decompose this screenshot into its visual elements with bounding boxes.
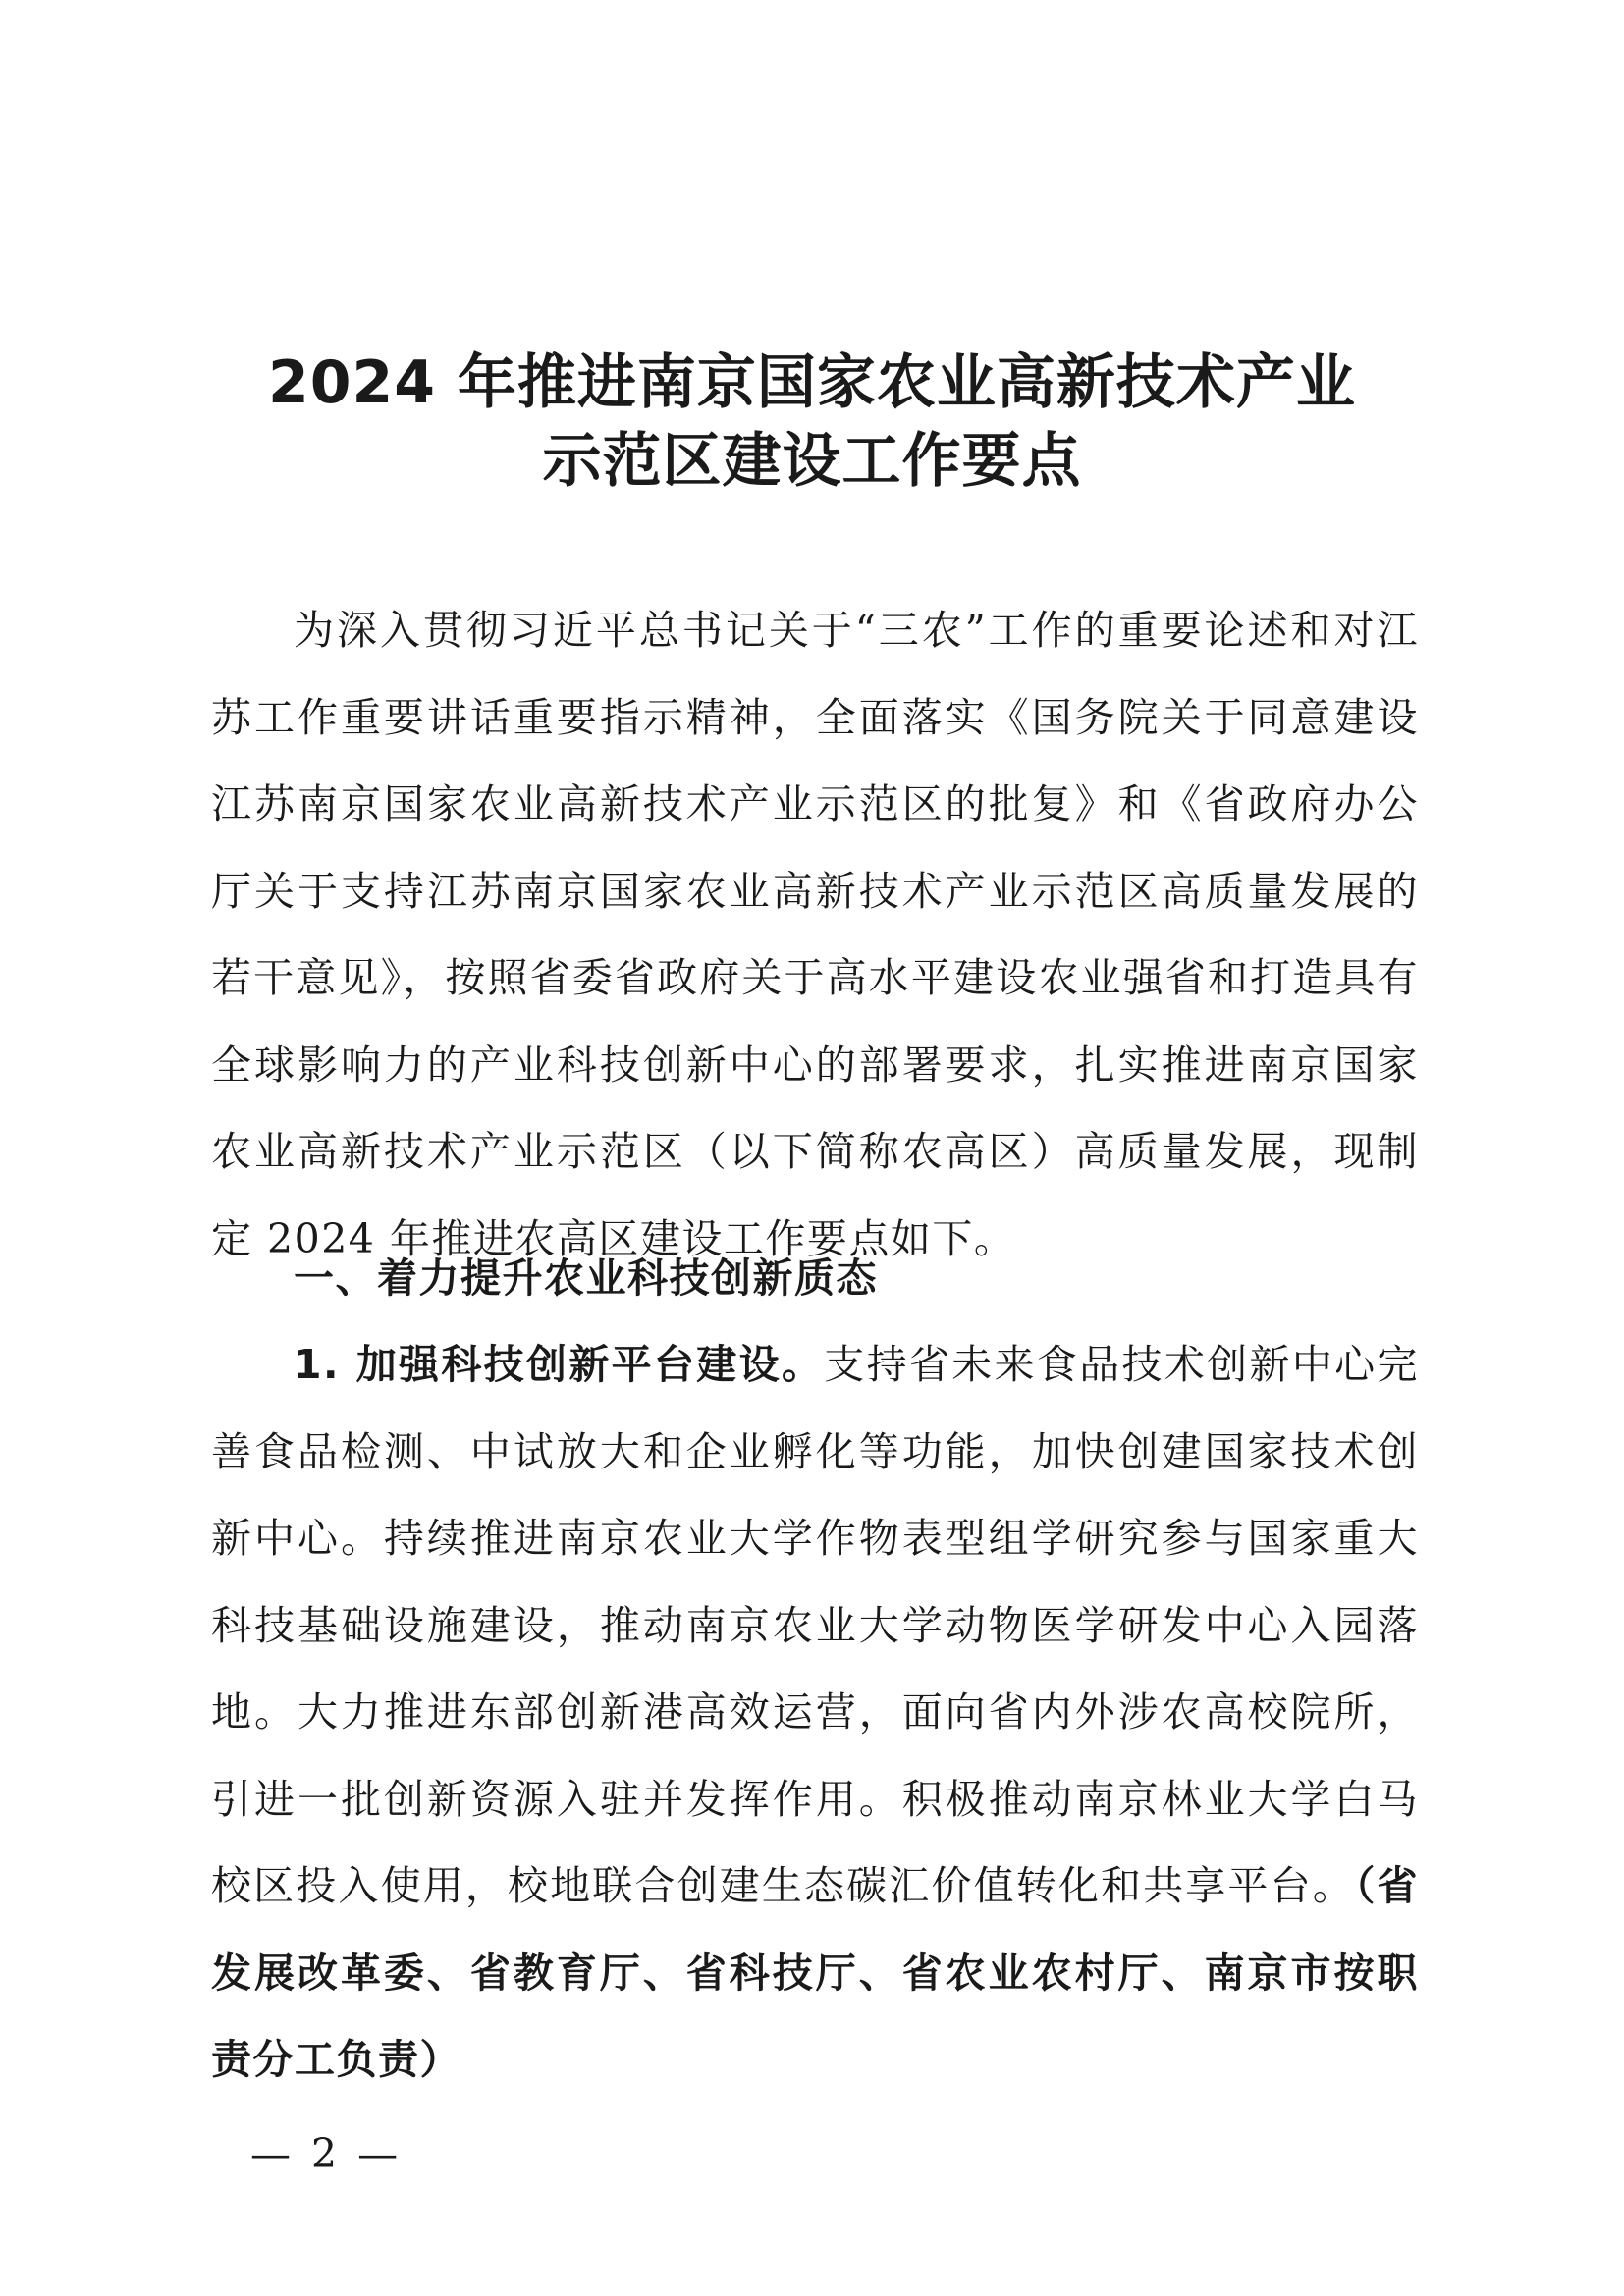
item-1-body: 支持省未来食品技术创新中心完善食品检测、中试放大和企业孵化等功能，加快创建国家技术创新中心。持续推进南京农业大学作物表型组学研究参与国家重大科技基础设施建设，推动南京农业大学动物医学研发中心入园落地。大力推进东部创新港高效运营，面向省内外涉农高校院所，引进一批创新资源入驻并发挥作用。积极推动南京林业大学白马校区投入使用，校地联合创建生态碳汇价值转化和共享平台。 [211, 1341, 1419, 1909]
document-title-line-2: 示范区建设工作要点 [542, 427, 1082, 496]
item-1-lead: 1. 加强科技创新平台建设。 [294, 1341, 825, 1388]
item-1-paragraph [211, 1321, 1419, 2104]
intro-paragraph: 为深入贯彻习近平总书记关于“三农”工作的重要论述和对江苏工作重要讲话重要指示精神，全面落实《国务院关于同意建设江苏南京国家农业高新技术产业示范区的批复》和《省政府办公厅关于支持江苏南京国家农业高新技术产业示范区高质量发展的若干意见》，按照省委省政府关于高水平建设农业强省和打造具有全球影响力的产业科技创新中心的部署要求，扎实推进南京国家农业高新技术产业示范区（以下简称农高区）高质量发展，现制定 2024 年推进农高区建设工作要点如下。 [211, 607, 1419, 1262]
item-1-responsible: （省发展改革委、省教育厅、省科技厅、省农业农村厅、南京市按职责分工负责） [211, 1862, 1420, 2083]
section-heading-1: 一、着力提升农业科技创新质态 [294, 1255, 878, 1302]
page-number: — 2 — [250, 2130, 403, 2177]
document-title-line-1: 2024 年推进南京国家农业高新技术产业 [268, 348, 1356, 417]
